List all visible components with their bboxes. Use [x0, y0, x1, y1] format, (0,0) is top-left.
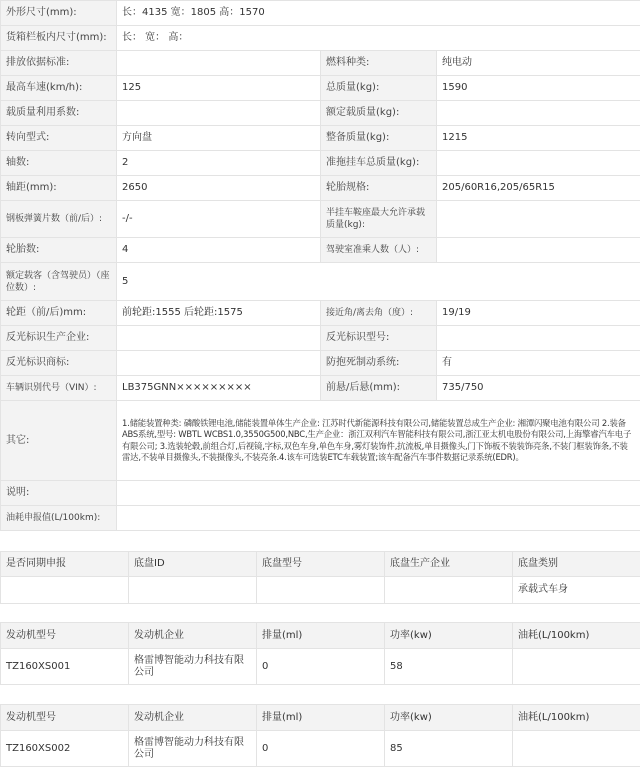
total-mass-value: 1590	[437, 76, 640, 101]
chassis-header: 底盘类别	[513, 552, 640, 577]
wheelbase-label: 轴距(mm):	[1, 176, 117, 201]
engine-header: 功率(kw)	[385, 705, 513, 731]
chassis-cell	[129, 577, 257, 604]
engine-header: 发动机型号	[1, 705, 129, 731]
notes-label: 说明:	[1, 481, 117, 506]
engine-header: 油耗(L/100km)	[513, 705, 640, 731]
chassis-cell	[257, 577, 385, 604]
seats-label: 额定载客（含驾驶员）（座位数）:	[1, 263, 117, 301]
tire-spec-label: 轮胎规格:	[321, 176, 437, 201]
trailer-mass-value	[437, 151, 640, 176]
cargo-box-label: 货箱栏板内尺寸(mm):	[1, 26, 117, 51]
chassis-header: 是否同期申报	[1, 552, 129, 577]
overhang-label: 前悬/后悬(mm):	[321, 376, 437, 401]
engine-header: 发动机企业	[129, 623, 257, 649]
cargo-box-value: 长： 宽： 高：	[117, 26, 640, 51]
reflective-brand-label: 反光标识商标:	[1, 351, 117, 376]
leaf-springs-value: -/-	[117, 201, 321, 238]
engine-model: TZ160XS001	[1, 649, 129, 685]
dimensions-label: 外形尺寸(mm):	[1, 1, 117, 26]
leaf-springs-label: 钢板弹簧片数（前/后）:	[1, 201, 117, 238]
reflective-brand-value	[117, 351, 321, 376]
axles-value: 2	[117, 151, 321, 176]
max-speed-label: 最高车速(km/h):	[1, 76, 117, 101]
chassis-cell: 承载式车身	[513, 577, 640, 604]
curb-mass-value: 1215	[437, 126, 640, 151]
engine-company: 格雷博智能动力科技有限公司	[129, 649, 257, 685]
chassis-header: 底盘生产企业	[385, 552, 513, 577]
fuel-type-label: 燃料种类:	[321, 51, 437, 76]
engine-power: 85	[385, 731, 513, 767]
total-mass-label: 总质量(kg):	[321, 76, 437, 101]
steering-label: 转向型式:	[1, 126, 117, 151]
abs-brake-label: 防抱死制动系统:	[321, 351, 437, 376]
tire-count-value: 4	[117, 238, 321, 263]
notes-value	[117, 481, 640, 506]
rated-load-label: 额定载质量(kg):	[321, 101, 437, 126]
reflective-maker-value	[117, 326, 321, 351]
approach-label: 接近角/离去角（度）:	[321, 301, 437, 326]
approach-value: 19/19	[437, 301, 640, 326]
tire-spec-value: 205/60R16,205/65R15	[437, 176, 640, 201]
reflective-model-label: 反光标识型号:	[321, 326, 437, 351]
other-label: 其它:	[1, 401, 117, 481]
steering-value: 方向盘	[117, 126, 321, 151]
fuel-type-value: 纯电动	[437, 51, 640, 76]
semi-trailer-label: 半挂车鞍座最大允许承载质量(kg):	[321, 201, 437, 238]
curb-mass-label: 整备质量(kg):	[321, 126, 437, 151]
engine-header: 油耗(L/100km)	[513, 623, 640, 649]
engine-fuel	[513, 649, 640, 685]
dimensions-value: 长：4135 宽：1805 高：1570	[117, 1, 640, 26]
semi-trailer-value	[437, 201, 640, 238]
seats-value: 5	[117, 263, 640, 301]
chassis-header: 底盘ID	[129, 552, 257, 577]
fuel-report-label: 油耗申报值(L/100km):	[1, 506, 117, 531]
engine-displacement: 0	[257, 731, 385, 767]
abs-brake-value: 有	[437, 351, 640, 376]
engine-power: 58	[385, 649, 513, 685]
cab-seats-label: 驾驶室准乘人数（人）:	[321, 238, 437, 263]
trailer-mass-label: 准拖挂车总质量(kg):	[321, 151, 437, 176]
emission-value	[117, 51, 321, 76]
reflective-maker-label: 反光标识生产企业:	[1, 326, 117, 351]
load-util-label: 载质量利用系数:	[1, 101, 117, 126]
track-label: 轮距（前/后)mm:	[1, 301, 117, 326]
engine-header: 功率(kw)	[385, 623, 513, 649]
engine-table-1	[0, 622, 640, 685]
overhang-value: 735/750	[437, 376, 640, 401]
engine-header: 发动机企业	[129, 705, 257, 731]
chassis-table	[0, 551, 640, 604]
reflective-model-value	[437, 326, 640, 351]
chassis-cell	[385, 577, 513, 604]
engine-model: TZ160XS002	[1, 731, 129, 767]
engine-fuel	[513, 731, 640, 767]
engine-header: 发动机型号	[1, 623, 129, 649]
emission-label: 排放依据标准:	[1, 51, 117, 76]
axles-label: 轴数:	[1, 151, 117, 176]
rated-load-value	[437, 101, 640, 126]
cab-seats-value	[437, 238, 640, 263]
engine-header: 排量(ml)	[257, 623, 385, 649]
track-value: 前轮距:1555 后轮距:1575	[117, 301, 321, 326]
tire-count-label: 轮胎数:	[1, 238, 117, 263]
wheelbase-value: 2650	[117, 176, 321, 201]
engine-header: 排量(ml)	[257, 705, 385, 731]
vin-label: 车辆识别代号（VIN）:	[1, 376, 117, 401]
max-speed-value: 125	[117, 76, 321, 101]
engine-company: 格雷博智能动力科技有限公司	[129, 731, 257, 767]
fuel-report-value	[117, 506, 640, 531]
engine-displacement: 0	[257, 649, 385, 685]
chassis-header: 底盘型号	[257, 552, 385, 577]
other-value: 1.储能装置种类: 磷酸铁锂电池,储能装置单体生产企业: 江苏时代新能源科技有限公司,储能装置总成生产企业: 湘潭闪聚电池有限公司 2.装备ABS系统,型号: WBTL WCBS1.0,3550G500,NBC,生产企业：浙江双利汽车智能科技有限公司,浙江亚太机电股份有限公司,上海擎睿汽车电子有限公司; 3.选装轮毂,前组合灯,后视镜,字标,双色车身,单色车身,雾灯装饰件,抗流板,单目摄像头,门下饰板不装装饰亮条,不装门框装饰条,不装雷达,不装单目摄像头,不装摄像头,不装亮条.4.该车可选装ETC车载装置;该车配备汽车事件数据记录系统(EDR)。	[117, 401, 640, 481]
vin-value: LB375GNN×××××××××	[117, 376, 321, 401]
engine-table-2	[0, 704, 640, 767]
chassis-cell	[1, 577, 129, 604]
load-util-value	[117, 101, 321, 126]
